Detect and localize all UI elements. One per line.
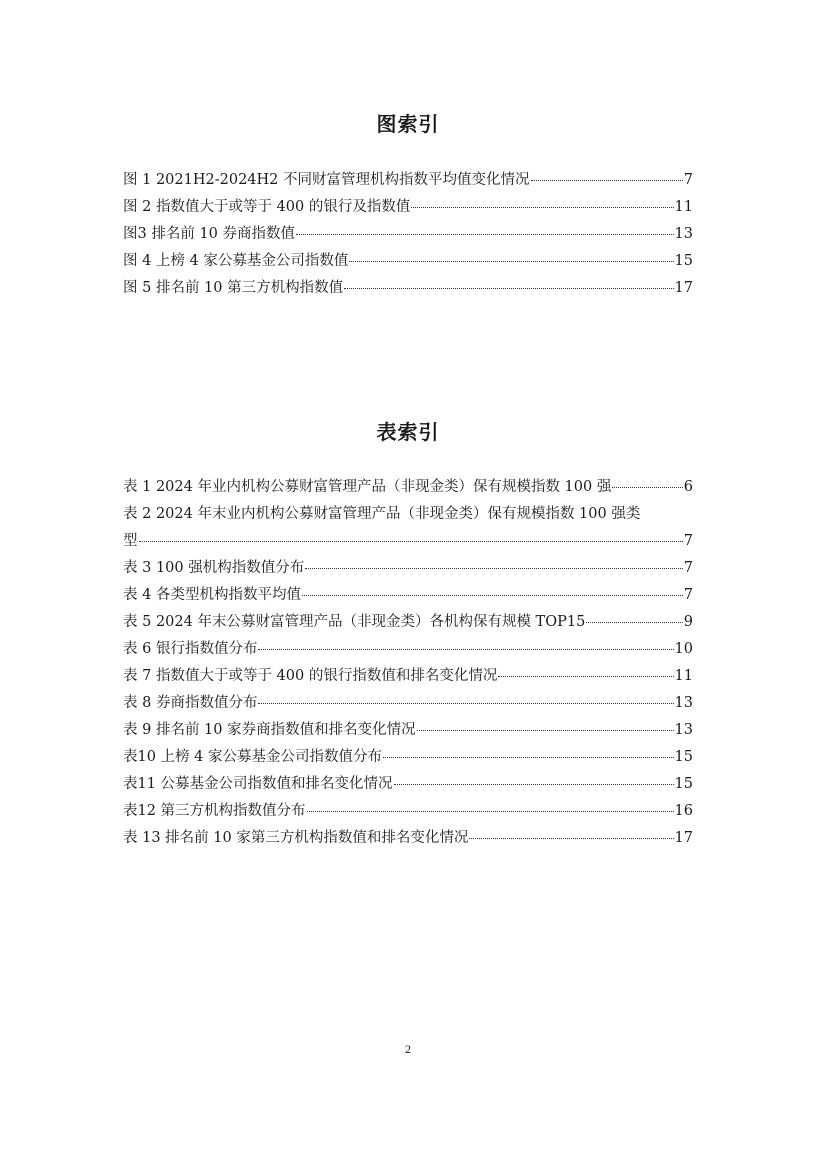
table-index-entry-page: 17 xyxy=(674,830,693,846)
figure-index-entry-label: 图 4 上榜 4 家公募基金公司指数值 xyxy=(123,253,349,269)
dot-leader xyxy=(469,837,673,839)
figure-index-entry-label: 图 5 排名前 10 第三方机构指数值 xyxy=(123,280,344,296)
table-index-entry-line2 xyxy=(123,531,693,558)
dot-leader xyxy=(417,729,674,731)
table-index-entry-label: 表 3 100 强机构指数值分布 xyxy=(123,560,305,576)
table-index-entry-label-cont: 型 xyxy=(123,533,138,549)
table-index-title: 表索引 xyxy=(376,420,440,444)
figure-index-title: 图索引 xyxy=(376,112,440,136)
table-index-entry-page: 7 xyxy=(683,560,693,576)
figure-index-entry-page: 7 xyxy=(683,172,693,188)
table-index-list xyxy=(123,477,693,855)
table-index-entry[interactable] xyxy=(123,558,693,585)
table-index-entry[interactable] xyxy=(123,612,693,639)
dot-leader xyxy=(258,648,673,650)
figure-index-entry[interactable] xyxy=(123,278,693,305)
table-index-entry[interactable] xyxy=(123,639,693,666)
table-index-entry-label: 表 7 指数值大于或等于 400 的银行指数值和排名变化情况 xyxy=(123,668,498,684)
table-index-entry-page: 13 xyxy=(674,722,693,738)
dot-leader xyxy=(349,260,673,262)
dot-leader xyxy=(307,810,674,812)
table-index-entry[interactable] xyxy=(123,504,693,558)
table-index-entry-label: 表12 第三方机构指数值分布 xyxy=(123,803,306,819)
dot-leader xyxy=(531,179,683,181)
table-index-entry[interactable] xyxy=(123,585,693,612)
figure-index-entry[interactable] xyxy=(123,224,693,251)
figure-index-entry-page: 15 xyxy=(674,253,693,269)
table-index-entry[interactable] xyxy=(123,666,693,693)
table-index-entry[interactable] xyxy=(123,774,693,801)
table-index-entry-label: 表 5 2024 年末公募财富管理产品（非现金类）各机构保有规模 TOP15 xyxy=(123,614,586,630)
table-index-entry-page: 15 xyxy=(674,776,693,792)
table-index-entry-label: 表 1 2024 年业内机构公募财富管理产品（非现金类）保有规模指数 100 强 xyxy=(123,479,612,495)
dot-leader xyxy=(302,594,683,596)
table-index-entry[interactable] xyxy=(123,693,693,720)
figure-index-entry-label: 图 2 指数值大于或等于 400 的银行及指数值 xyxy=(123,199,411,215)
dot-leader xyxy=(394,783,674,785)
table-index-entry[interactable] xyxy=(123,828,693,855)
table-index-entry[interactable] xyxy=(123,801,693,828)
dot-leader xyxy=(383,756,674,758)
table-index-entry-page: 9 xyxy=(683,614,693,630)
table-index-entry-page: 11 xyxy=(674,668,693,684)
table-index-entry-page: 7 xyxy=(683,587,693,603)
dot-leader xyxy=(498,675,673,677)
figure-index-entry-page: 17 xyxy=(674,280,693,296)
table-index-entry-label: 表11 公募基金公司指数值和排名变化情况 xyxy=(123,776,393,792)
table-index-entry-page: 16 xyxy=(674,803,693,819)
figure-index-entry[interactable] xyxy=(123,170,693,197)
table-index-entry-label: 表 2 2024 年末业内机构公募财富管理产品（非现金类）保有规模指数 100 强类 xyxy=(123,506,641,522)
figure-index-entry-label: 图3 排名前 10 券商指数值 xyxy=(123,226,296,242)
table-index-entry-page: 13 xyxy=(674,695,693,711)
figure-index-list xyxy=(123,170,693,305)
dot-leader xyxy=(139,540,683,542)
dot-leader xyxy=(296,233,674,235)
table-index-entry[interactable] xyxy=(123,477,693,504)
table-index-entry-label: 表10 上榜 4 家公募基金公司指数值分布 xyxy=(123,749,383,765)
table-index-entry-label: 表 4 各类型机构指数平均值 xyxy=(123,587,301,603)
table-index-entry-page: 7 xyxy=(683,533,693,549)
table-index-entry-label: 表 6 银行指数值分布 xyxy=(123,641,258,657)
dot-leader xyxy=(411,206,673,208)
table-index-entry[interactable] xyxy=(123,747,693,774)
page-number: 2 xyxy=(405,1042,411,1056)
table-index-entry[interactable] xyxy=(123,720,693,747)
dot-leader xyxy=(586,621,682,623)
table-index-entry-page: 6 xyxy=(683,479,693,495)
figure-index-entry-page: 11 xyxy=(674,199,693,215)
dot-leader xyxy=(344,287,673,289)
table-index-entry-page: 10 xyxy=(674,641,693,657)
dot-leader xyxy=(305,567,683,569)
figure-index-entry-label: 图 1 2021H2-2024H2 不同财富管理机构指数平均值变化情况 xyxy=(123,172,530,188)
figure-index-entry[interactable] xyxy=(123,197,693,224)
table-index-entry-page: 15 xyxy=(674,749,693,765)
table-index-entry-label: 表 13 排名前 10 家第三方机构指数值和排名变化情况 xyxy=(123,830,469,846)
figure-index-entry-page: 13 xyxy=(674,226,693,242)
figure-index-entry[interactable] xyxy=(123,251,693,278)
dot-leader xyxy=(612,486,682,488)
table-index-entry-label: 表 8 券商指数值分布 xyxy=(123,695,258,711)
dot-leader xyxy=(258,702,673,704)
table-index-entry-label: 表 9 排名前 10 家券商指数值和排名变化情况 xyxy=(123,722,416,738)
